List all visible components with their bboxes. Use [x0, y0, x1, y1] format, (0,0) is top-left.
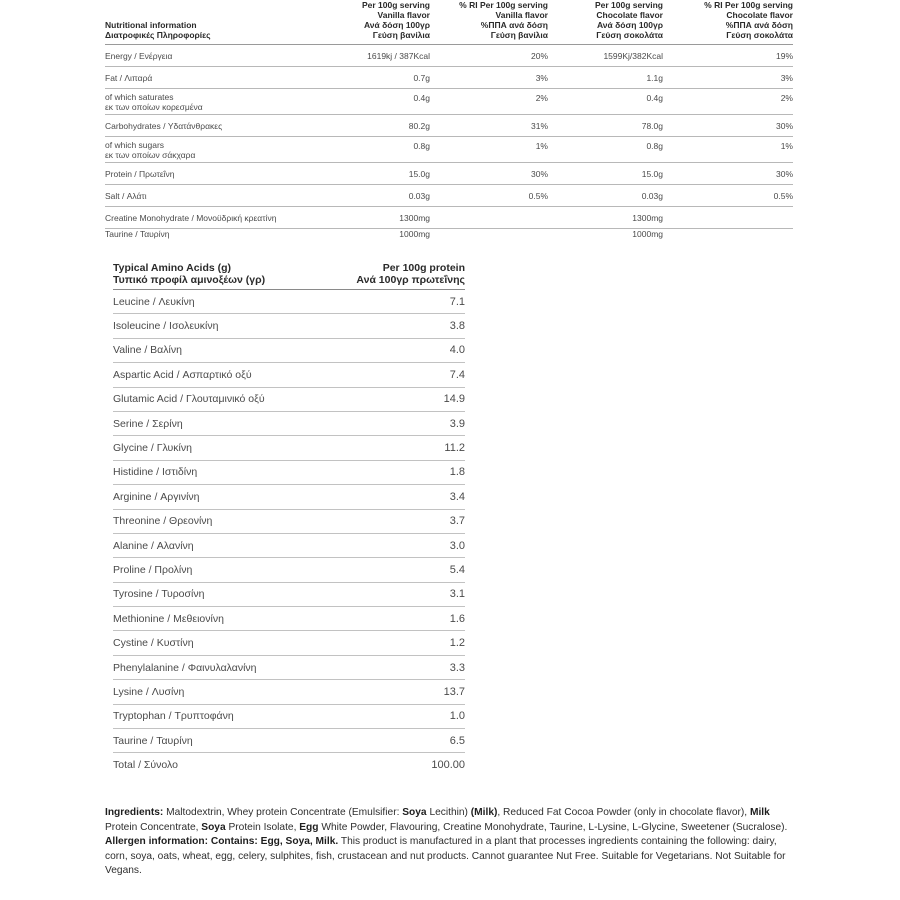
- amino-value: 1.6: [449, 612, 465, 625]
- amino-value: 3.7: [449, 515, 465, 528]
- ingredients-part: Lecithin): [426, 807, 471, 818]
- amino-value: 6.5: [449, 734, 465, 747]
- nutrition-row: [105, 185, 793, 207]
- amino-value: 3.4: [449, 490, 465, 503]
- nutrient-value: 2%: [780, 93, 793, 103]
- nutrient-value: 0.8g: [646, 141, 663, 151]
- amino-value: 4.0: [449, 344, 465, 357]
- nutrient-value: 1599Kj/382Kcal: [603, 50, 663, 61]
- nutrient-value: 1%: [780, 141, 793, 151]
- nutrient-value: 0.5%: [528, 190, 548, 201]
- amino-name: Threonine / Θρεονίνη: [113, 515, 213, 528]
- nutrition-header-row: [105, 0, 793, 45]
- amino-name: Tyrosine / Τυροσίνη: [113, 588, 205, 601]
- amino-name: Methionine / Μεθειονίνη: [113, 612, 224, 625]
- amino-name: Serine / Σερίνη: [113, 417, 183, 430]
- nutrient-value: 0.4g: [646, 93, 663, 103]
- amino-name: Proline / Προλίνη: [113, 563, 193, 576]
- ingredients-part: White Powder, Flavouring, Creatine Monohydrate, Taurine, L-Lysine, L-Glycine, Sweetener (Sucralose).: [318, 821, 788, 833]
- nutrition-row: [105, 207, 793, 229]
- amino-value: 1.2: [449, 637, 465, 650]
- amino-name: Alanine / Αλανίνη: [113, 539, 194, 552]
- nutrition-row: [105, 67, 793, 89]
- amino-value: 11.2: [444, 442, 465, 455]
- nutrient-value: 80.2g: [408, 120, 430, 131]
- nutrient-value: 30%: [530, 168, 548, 179]
- allergen-egg: Egg: [299, 821, 319, 833]
- nutrient-value: 1.1g: [646, 72, 663, 83]
- amino-value: 1.0: [449, 710, 465, 723]
- amino-body: [113, 290, 465, 777]
- nutrition-body: [105, 45, 793, 239]
- nutrition-row: [105, 137, 793, 163]
- amino-header-left: Typical Amino Acids (g) Τυπικό προφίλ αμινοξέων (γρ): [113, 262, 266, 286]
- nutrient-value: 2%: [535, 93, 548, 103]
- amino-value: 5.4: [449, 563, 465, 576]
- nutrient-name: of which saturates εκ των οποίων κορεσμένα: [105, 92, 203, 112]
- nutrient-value: 1300mg: [399, 212, 430, 223]
- amino-row: [113, 534, 465, 558]
- nutrient-value: 1%: [535, 141, 548, 151]
- amino-row: [113, 339, 465, 363]
- nutrient-value: 3%: [535, 72, 548, 83]
- amino-name: Isoleucine / Ισολευκίνη: [113, 320, 219, 333]
- ingredients-part: Maltodextrin, Whey protein Concentrate (Emulsifier:: [163, 807, 403, 818]
- amino-value: 13.7: [443, 685, 465, 698]
- amino-value: 100.00: [431, 759, 465, 772]
- allergen-milk: (Milk): [470, 807, 498, 818]
- allergen-soya: Soya: [201, 821, 226, 833]
- amino-row: [113, 485, 465, 509]
- amino-row: [113, 583, 465, 607]
- nutrient-value: 0.03g: [408, 190, 430, 201]
- nutrient-value: 78.0g: [641, 120, 663, 131]
- amino-header-right: Per 100g protein Ανά 100γρ πρωτεΐνης: [356, 262, 465, 286]
- amino-name: Arginine / Αργινίνη: [113, 490, 200, 503]
- amino-row: [113, 680, 465, 704]
- amino-name: Lysine / Λυσίνη: [113, 685, 185, 698]
- amino-value: 3.9: [449, 417, 465, 430]
- nutrient-value: 1300mg: [632, 212, 663, 223]
- header-vanilla-ri: % RI Per 100g serving Vanilla flavor %ΠΠΑ ανά δόση Γεύση βανίλια: [459, 0, 548, 40]
- amino-row: [113, 436, 465, 460]
- nutrient-name: Fat / Λιπαρά: [105, 72, 153, 83]
- nutrient-value: 20%: [530, 50, 548, 61]
- ingredients-label: Ingredients:: [105, 807, 164, 818]
- nutrient-value: 3%: [780, 72, 793, 83]
- amino-name: Aspartic Acid / Ασπαρτικό οξύ: [113, 368, 252, 381]
- nutrient-name: Protein / Πρωτεΐνη: [105, 168, 175, 179]
- allergen-soya: Soya: [402, 807, 427, 818]
- nutrition-row: [105, 89, 793, 115]
- nutrient-value: [663, 229, 793, 239]
- allergen-info-text: This product is manufactured in a plant that processes ingredients containing the following: dairy, corn, soya, oats, wheat, egg, celery, sulphites, fish, crustacean and nut products. Cannot guarantee Nut Free. Suitable for Vegetarians. Not Suitable for Vegans.: [105, 836, 786, 877]
- amino-row: [113, 314, 465, 338]
- amino-row: [113, 631, 465, 655]
- amino-row: [113, 510, 465, 534]
- nutrient-value: 1619kj / 387Kcal: [367, 50, 430, 61]
- nutrient-name: of which sugars εκ των οποίων σάκχαρα: [105, 140, 196, 160]
- nutrient-value: 0.5%: [773, 190, 793, 201]
- amino-row: [113, 461, 465, 485]
- nutrient-value: 0.8g: [413, 141, 430, 151]
- nutrient-value: [430, 229, 548, 239]
- amino-name: Phenylalanine / Φαινυλαλανίνη: [113, 661, 257, 674]
- nutrient-value: 30%: [775, 120, 793, 131]
- amino-name: Valine / Βαλίνη: [113, 344, 182, 357]
- nutrient-value: 1000mg: [399, 229, 430, 239]
- amino-value: 14.9: [443, 393, 465, 406]
- amino-name: Glutamic Acid / Γλουταμινικό οξύ: [113, 393, 265, 406]
- amino-row: [113, 705, 465, 729]
- amino-name: Total / Σύνολο: [113, 759, 178, 772]
- amino-name: Cystine / Κυστίνη: [113, 637, 194, 650]
- nutrient-name: Salt / Αλάτι: [105, 190, 147, 201]
- amino-name: Histidine / Ιστιδίνη: [113, 466, 198, 479]
- nutrient-name: Taurine / Ταυρίνη: [105, 229, 170, 239]
- amino-value: 7.1: [449, 295, 465, 308]
- nutrient-name: Energy / Ενέργεια: [105, 50, 173, 61]
- nutrition-header-label: Nutritional information Διατροφικές Πληροφορίες: [105, 20, 211, 40]
- nutrient-name: Creatine Monohydrate / Μονοϋδρική κρεατίνη: [105, 212, 277, 223]
- amino-row: [113, 753, 465, 776]
- amino-value: 3.3: [449, 661, 465, 674]
- amino-row: [113, 363, 465, 387]
- amino-name: Tryptophan / Τρυπτοφάνη: [113, 710, 234, 723]
- nutrient-value: 15.0g: [641, 168, 663, 179]
- amino-header-row: [113, 262, 465, 290]
- amino-row: [113, 388, 465, 412]
- ingredients-part: , Reduced Fat Cocoa Powder (only in chocolate flavor),: [497, 807, 750, 818]
- nutrient-value: 0.7g: [413, 72, 430, 83]
- amino-row: [113, 558, 465, 582]
- nutrient-name: Carbohydrates / Υδατάνθρακες: [105, 120, 223, 131]
- amino-row: [113, 656, 465, 680]
- amino-row: [113, 607, 465, 631]
- nutrition-row: [105, 115, 793, 137]
- amino-value: 7.4: [449, 368, 465, 381]
- amino-row: [113, 290, 465, 314]
- amino-value: 3.8: [449, 320, 465, 333]
- header-chocolate-ri: % RI Per 100g serving Chocolate flavor %ΠΠΑ ανά δόση Γεύση σοκολάτα: [704, 0, 793, 40]
- amino-acid-table: [113, 262, 465, 777]
- ingredients-part: Protein Concentrate,: [105, 821, 202, 833]
- ingredients-part: Protein Isolate,: [225, 821, 300, 833]
- ingredients-text: [105, 806, 797, 879]
- nutrient-value: 15.0g: [408, 168, 430, 179]
- nutrition-row: [105, 45, 793, 67]
- nutrient-value: 19%: [775, 50, 793, 61]
- nutrition-row: [105, 163, 793, 185]
- nutrient-value: 30%: [775, 168, 793, 179]
- header-chocolate-per100g: Per 100g serving Chocolate flavor Ανά δόση 100γρ Γεύση σοκολάτα: [594, 0, 663, 40]
- nutrient-value: 31%: [530, 120, 548, 131]
- amino-row: [113, 729, 465, 753]
- header-vanilla-per100g: Per 100g serving Vanilla flavor Ανά δόση 100γρ Γεύση βανίλια: [361, 0, 430, 40]
- amino-row: [113, 412, 465, 436]
- nutrition-row: [105, 229, 793, 239]
- amino-value: 3.0: [449, 539, 465, 552]
- allergen-info-label: Allergen information: Contains: Egg, Soya, Milk.: [105, 836, 339, 848]
- allergen-milk: Milk: [749, 807, 770, 818]
- nutrient-value: 1000mg: [632, 229, 663, 239]
- nutrient-value: 0.03g: [641, 190, 663, 201]
- nutrient-value: 0.4g: [413, 93, 430, 103]
- amino-name: Leucine / Λευκίνη: [113, 295, 195, 308]
- amino-name: Glycine / Γλυκίνη: [113, 442, 192, 455]
- amino-name: Taurine / Ταυρίνη: [113, 734, 193, 747]
- amino-value: 3.1: [449, 588, 465, 601]
- amino-value: 1.8: [449, 466, 465, 479]
- nutrition-table: [105, 0, 793, 239]
